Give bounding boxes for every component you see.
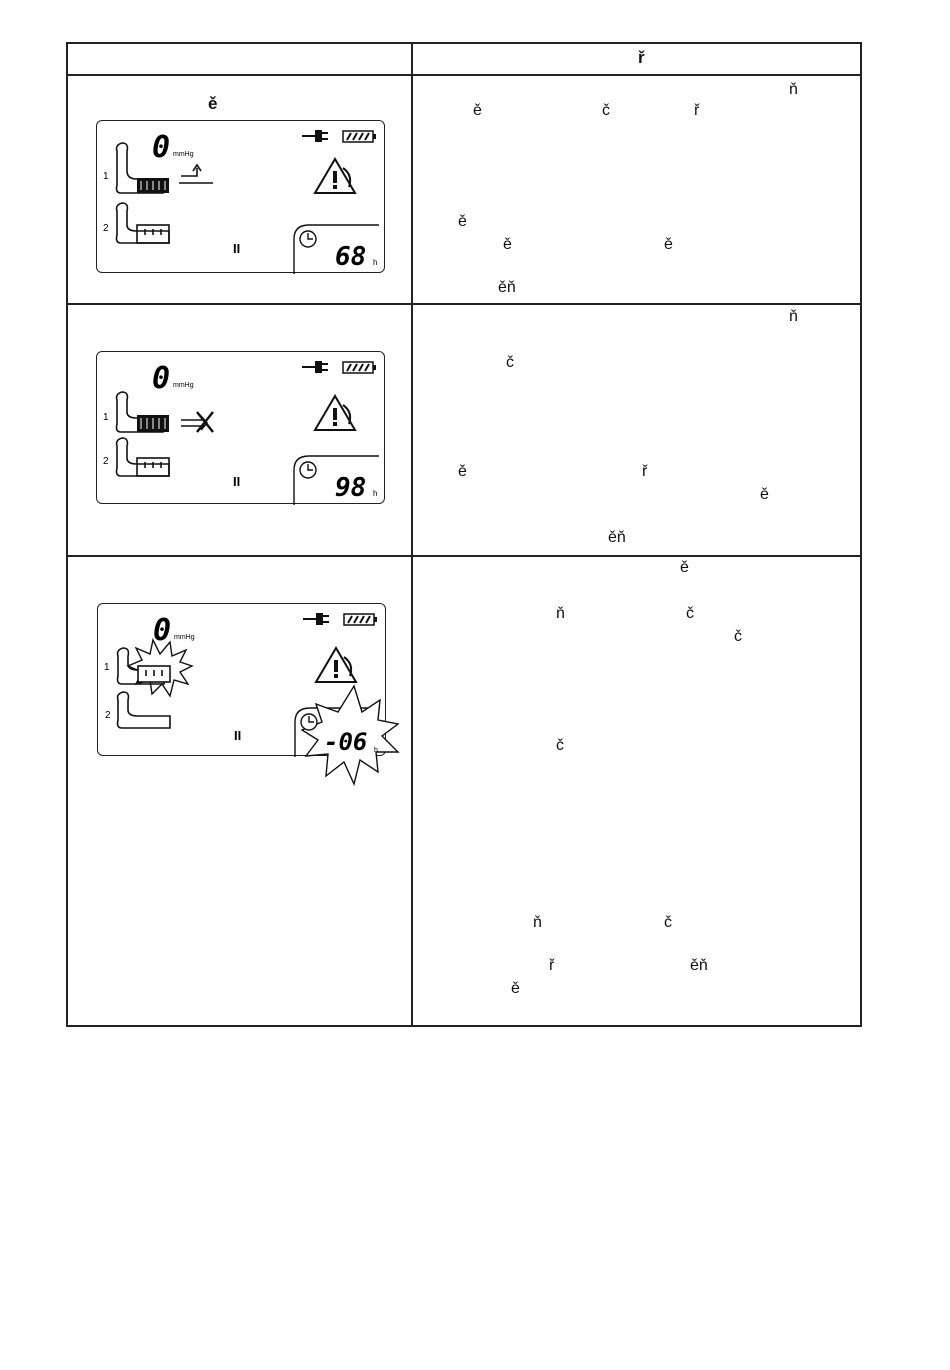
row3-glyph: ě (680, 559, 689, 576)
column-divider (411, 44, 413, 1025)
plug-icon (302, 130, 328, 142)
row3-glyph: ř (549, 957, 555, 974)
row-divider (68, 303, 860, 305)
row-divider (68, 555, 860, 557)
lcd-display-2 (96, 351, 385, 504)
cuff-2-icon (137, 225, 169, 243)
hours-readout: -06 (324, 728, 368, 756)
row1-left-glyph: ě (208, 94, 218, 113)
pressure-unit: mmHg (174, 634, 195, 641)
instruction-table (66, 42, 862, 1027)
row1-glyph: ě (458, 213, 467, 230)
row3-glyph: č (556, 737, 564, 754)
row3-glyph: ěň (690, 957, 708, 974)
cuff-1-icon (137, 178, 169, 193)
battery-icon (343, 362, 376, 373)
chamber-1-label: 1 (103, 171, 109, 182)
plug-icon (302, 361, 328, 373)
row2-glyph: ě (760, 486, 769, 503)
cuff-2-icon (137, 458, 169, 476)
row2-glyph: ě (458, 463, 467, 480)
chamber-2-label: 2 (103, 223, 109, 234)
chamber-2-label: 2 (105, 710, 111, 721)
row3-glyph: ň (556, 605, 565, 622)
battery-icon (343, 131, 376, 142)
warning-icon (315, 159, 355, 193)
row1-glyph: ě (503, 236, 512, 253)
hours-unit: h (374, 747, 378, 754)
inflate-arrow-icon (179, 165, 213, 183)
row3-glyph: č (734, 628, 742, 645)
row1-glyph: ěň (498, 279, 516, 296)
row3-glyph: ě (511, 980, 520, 997)
pause-indicator: II (234, 728, 242, 743)
pressure-readout: 0 (152, 361, 171, 396)
pressure-unit: mmHg (173, 382, 194, 389)
cuff-1-icon (138, 666, 170, 682)
row1-glyph: ě (473, 102, 482, 119)
leg-2-icon (118, 692, 171, 728)
row1-glyph: ň (789, 81, 798, 98)
row2-glyph: ř (642, 463, 648, 480)
pause-indicator: II (233, 241, 241, 256)
warning-icon (315, 396, 355, 430)
hours-readout: 68 (335, 242, 367, 272)
hours-readout: 98 (335, 473, 367, 503)
chamber-2-label: 2 (103, 456, 109, 467)
row2-glyph: ěň (608, 529, 626, 546)
row1-glyph: ř (694, 102, 700, 119)
row3-glyph: č (664, 914, 672, 931)
pressure-unit: mmHg (173, 151, 194, 158)
header-glyph: ř (638, 48, 645, 67)
pause-indicator: II (233, 474, 241, 489)
warning-icon (316, 648, 356, 682)
battery-icon (344, 614, 377, 625)
row2-glyph: č (506, 354, 514, 371)
cuff-1-icon (137, 415, 169, 432)
clock-icon (301, 714, 317, 730)
leg-2-icon (117, 203, 170, 243)
lcd-display-1 (96, 120, 385, 273)
row1-glyph: č (602, 102, 610, 119)
pressure-readout: 0 (153, 613, 172, 648)
lcd-display-3 (97, 603, 386, 756)
row3-glyph: ň (533, 914, 542, 931)
blocked-flow-icon (181, 412, 213, 432)
pressure-readout: 0 (152, 130, 171, 165)
clock-icon (300, 231, 316, 247)
chamber-1-label: 1 (104, 662, 110, 673)
row3-glyph: č (686, 605, 694, 622)
plug-icon (303, 613, 329, 625)
header-divider (68, 74, 860, 76)
row1-glyph: ě (664, 236, 673, 253)
chamber-1-label: 1 (103, 412, 109, 423)
row2-glyph: ň (789, 308, 798, 325)
leg-2-icon (117, 438, 170, 476)
clock-icon (300, 462, 316, 478)
hours-unit: h (373, 489, 378, 498)
hours-unit: h (373, 258, 378, 267)
